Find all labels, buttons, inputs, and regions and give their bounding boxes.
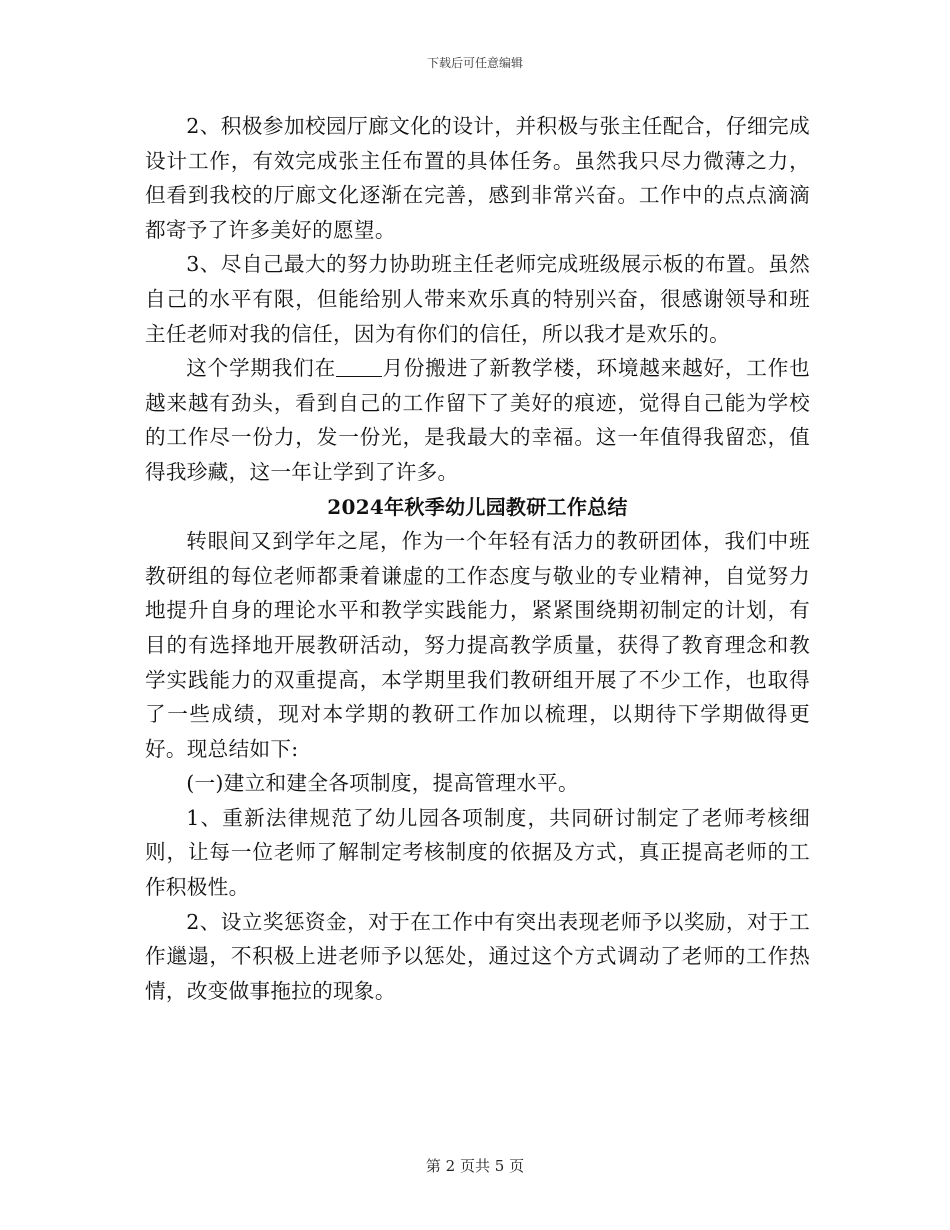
document-title: 2024年秋季幼儿园教研工作总结 — [327, 494, 628, 519]
page-footer: 第 2 页共 5 页 — [425, 1157, 525, 1175]
page-header: 下载后可任意编辑 — [426, 56, 523, 70]
paragraph-item-2: 2、积极参加校园厅廊文化的设计，并积极与张主任配合，仔细完成设计工作，有效完成张主任布置的具体任务。虽然我只尽力微薄之力，但看到我校的厅廊文化逐渐在完善，感到非常兴奋。工作中的点点滴滴都寄予了许多美好的愿望。 — [145, 114, 810, 242]
paragraph-intro: 转眼间又到学年之尾，作为一个年轻有活力的教研团体，我们中班教研组的每位老师都秉着谦虚的工作态度与敬业的专业精神，自觉努力地提升自身的理论水平和教学实践能力，紧紧围绕期初制定的计划，有目的有选择地开展教研活动，努力提高教学质量，获得了教育理念和教学实践能力的双重提高，本学期里我们教研组开展了不少工作，也取得了一些成绩，现对本学期的教研工作加以梳理，以期待下学期做得更好。现总结如下: — [145, 529, 810, 761]
paragraph-item-3: 3、尽自己最大的努力协助班主任老师完成班级展示板的布置。虽然自己的水平有限，但能给别人带来欢乐真的特别兴奋，很感谢领导和班主任老师对我的信任，因为有你们的信任，所以我才是欢乐的。 — [145, 252, 810, 346]
paragraph-semester-start: 这个学期我们在 — [186, 356, 336, 381]
paragraph-rule-1: 1、重新法律规范了幼儿园各项制度，共同研讨制定了老师考核细则，让每一位老师了解制定考核制度的依据及方式，真正提高老师的工作积极性。 — [145, 805, 810, 900]
paragraph-rule-2: 2、设立奖惩资金，对于在工作中有突出表现老师予以奖励，对于工作邋遢，不积极上进老师予以惩处，通过这个方式调动了老师的工作热情，改变做事拖拉的现象。 — [145, 909, 810, 1003]
document-body — [145, 109, 810, 1008]
fill-in-blank — [336, 358, 382, 377]
paragraph-semester-end: 月份搬进了新教学楼，环境越来越好，工作也越来越有劲头，看到自己的工作留下了美好的痕迹，觉得自己能为学校的工作尽一份力，发一份光，是我最大的幸福。这一年值得我留恋，值得我珍藏，这一年让学到了许多。 — [145, 356, 810, 484]
section-heading-1: (一)建立和建全各项制度，提高管理水平。 — [186, 771, 579, 796]
paragraph-semester — [145, 351, 810, 489]
